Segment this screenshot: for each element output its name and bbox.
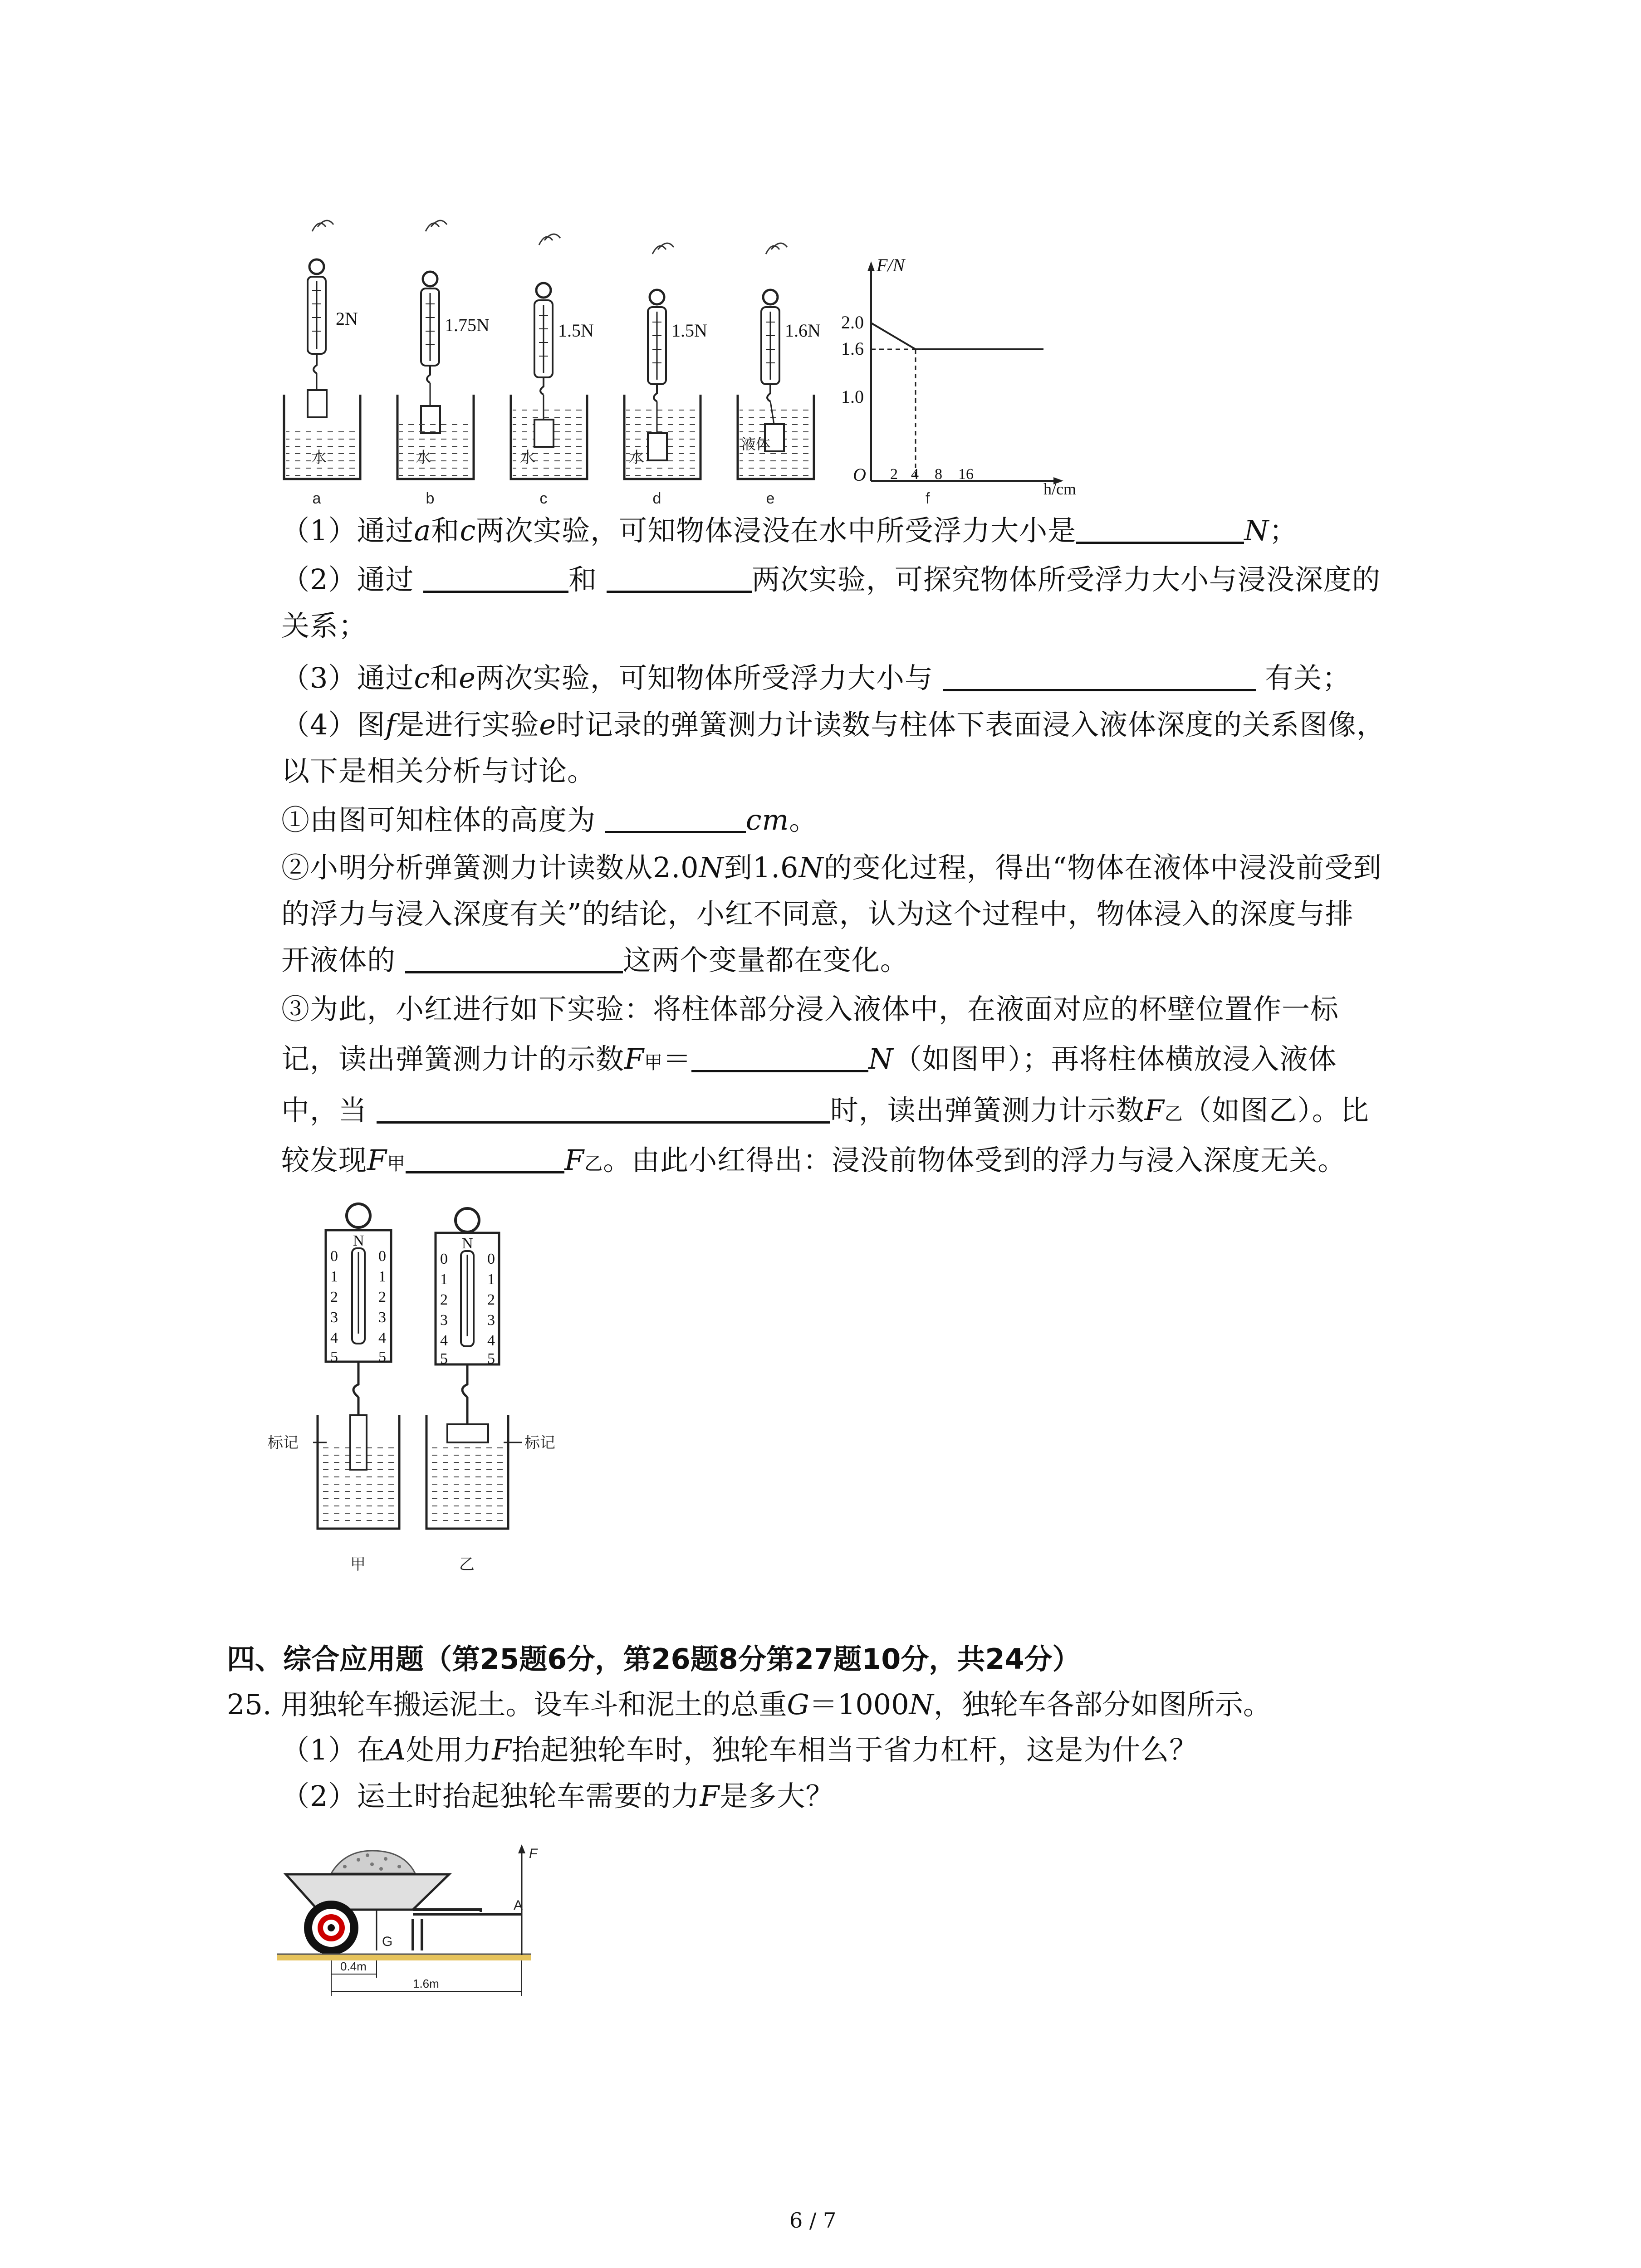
q4-line-2: 以下是相关分析与讨论。 xyxy=(281,754,596,787)
s3-answer-blank-1[interactable] xyxy=(691,1042,868,1072)
spring-scale-a xyxy=(284,220,360,507)
reading-e: 1.6N xyxy=(785,320,821,341)
svg-text:0: 0 xyxy=(487,1251,495,1267)
q25-part2: （2）运土时抬起独轮车需要的力F是多大？ xyxy=(281,1779,834,1813)
q2-answer-blank-2[interactable] xyxy=(607,562,752,593)
reading-c: 1.5N xyxy=(558,320,594,341)
graph-xtick-16: 16 xyxy=(958,466,974,483)
svg-text:5: 5 xyxy=(378,1349,386,1365)
label-F: F xyxy=(529,1846,538,1861)
svg-text:1: 1 xyxy=(330,1268,338,1285)
label-A: A xyxy=(514,1898,523,1913)
s1-line: ①由图可知柱体的高度为 cm。 xyxy=(281,803,818,836)
svg-text:N: N xyxy=(353,1232,364,1249)
liquid-b: 水 xyxy=(416,449,431,466)
caption-d: d xyxy=(652,490,661,507)
s3-line-3: 中，当 时，读出弹簧测力计示数F乙（如图乙）。比 xyxy=(281,1094,1369,1127)
spring-scale-c xyxy=(511,234,594,507)
label-d2: 1.6m xyxy=(413,1977,439,1990)
spring-scale-d xyxy=(624,243,707,507)
graph-xtick-4: 4 xyxy=(911,466,919,483)
s3-line-1: ③为此，小红进行如下实验：将柱体部分浸入液体中，在液面对应的杯壁位置作一标 xyxy=(281,992,1339,1026)
spring-scale-e xyxy=(738,243,821,507)
s3-line-2: 记，读出弹簧测力计的示数F甲＝ N（如图甲）；再将柱体横放浸入液体 xyxy=(281,1042,1337,1075)
s2-line-2: 的浮力与浸入深度有关”的结论，小红不同意，认为这个过程中，物体浸入的深度与排 xyxy=(281,897,1354,930)
svg-text:5: 5 xyxy=(487,1350,495,1367)
q1-answer-blank[interactable] xyxy=(1076,513,1244,544)
q2-answer-blank-1[interactable] xyxy=(423,562,568,593)
s3-answer-blank-2[interactable] xyxy=(377,1093,830,1124)
q3-answer-blank[interactable] xyxy=(943,661,1256,691)
label-yi: 乙 xyxy=(459,1556,475,1573)
q3-line: （3）通过c和e两次实验，可知物体所受浮力大小与 有关； xyxy=(281,661,1351,694)
svg-text:4: 4 xyxy=(378,1330,386,1346)
svg-text:3: 3 xyxy=(440,1312,448,1329)
q2-line-2: 关系； xyxy=(281,609,367,642)
q1-line: （1）通过a和c两次实验，可知物体浸没在水中所受浮力大小是 N； xyxy=(281,514,1298,547)
s3-line-4: 较发现F甲 F乙。由此小红得出：浸没前物体受到的浮力与浸入深度无关。 xyxy=(281,1144,1347,1177)
svg-text:1: 1 xyxy=(487,1271,495,1288)
q25-line: 25. 用独轮车搬运泥土。设车斗和泥土的总重G＝1000N，独轮车各部分如图所示。 xyxy=(227,1688,1271,1721)
s2-line-1: ②小明分析弹簧测力计读数从2.0N到1.6N的变化过程，得出“物体在液体中浸没前受到 xyxy=(281,851,1382,884)
figure-spring-scales xyxy=(272,218,1157,517)
svg-text:2: 2 xyxy=(487,1291,495,1308)
mark-label-jia: 标记 xyxy=(268,1434,299,1452)
figure-wheelbarrow xyxy=(277,1842,558,2009)
svg-text:2: 2 xyxy=(378,1289,386,1305)
svg-text:1: 1 xyxy=(440,1271,448,1288)
section-heading: 四、综合应用题（第25题6分，第26题8分第27题10分，共24分） xyxy=(227,1642,1081,1676)
graph-ylabel: F/N xyxy=(877,255,905,275)
liquid-e: 液体 xyxy=(741,436,771,452)
graph-xlabel: h/cm xyxy=(1043,480,1076,498)
graph-origin: O xyxy=(853,464,866,485)
graph-caption: f xyxy=(926,490,930,507)
caption-e: e xyxy=(766,490,775,507)
label-jia: 甲 xyxy=(350,1556,366,1573)
mark-label-yi: 标记 xyxy=(524,1434,555,1452)
svg-text:0: 0 xyxy=(330,1248,338,1265)
liquid-a: 水 xyxy=(311,449,327,466)
svg-text:5: 5 xyxy=(330,1349,338,1365)
svg-text:0: 0 xyxy=(440,1251,448,1267)
svg-text:3: 3 xyxy=(330,1309,338,1326)
s2-answer-blank[interactable] xyxy=(405,943,623,973)
graph-xtick-2: 2 xyxy=(890,466,898,483)
svg-text:3: 3 xyxy=(378,1309,386,1326)
svg-text:N: N xyxy=(462,1235,473,1252)
reading-b: 1.75N xyxy=(445,315,490,335)
s1-answer-blank[interactable] xyxy=(605,803,746,833)
graph-ytick-1: 1.0 xyxy=(841,386,864,407)
graph-f xyxy=(841,255,1076,507)
liquid-c: 水 xyxy=(520,449,535,466)
svg-text:1: 1 xyxy=(378,1268,386,1285)
svg-text:0: 0 xyxy=(378,1248,386,1265)
caption-b: b xyxy=(426,490,435,507)
figure-jia-yi xyxy=(268,1198,585,1597)
svg-text:4: 4 xyxy=(440,1332,448,1349)
svg-text:5: 5 xyxy=(440,1350,448,1367)
svg-text:4: 4 xyxy=(487,1332,495,1349)
svg-text:2: 2 xyxy=(440,1291,448,1308)
reading-a: 2N xyxy=(336,308,358,329)
spring-scale-b xyxy=(397,220,490,507)
q4-line-1: （4）图f是进行实验e时记录的弹簧测力计读数与柱体下表面浸入液体深度的关系图像， xyxy=(281,708,1386,741)
graph-xtick-8: 8 xyxy=(935,466,942,483)
scale-yi xyxy=(426,1208,555,1573)
reading-d: 1.5N xyxy=(671,320,707,341)
label-G: G xyxy=(382,1934,393,1949)
svg-text:3: 3 xyxy=(487,1312,495,1329)
label-d1: 0.4m xyxy=(340,1960,367,1973)
svg-text:2: 2 xyxy=(330,1289,338,1305)
s2-line-3: 开液体的 这两个变量都在变化。 xyxy=(281,943,909,977)
page-number: 6 / 7 xyxy=(789,2208,837,2233)
s3-answer-blank-3[interactable] xyxy=(406,1143,564,1173)
q2-line-1: （2）通过 和 两次实验，可探究物体所受浮力大小与浸没深度的 xyxy=(281,563,1381,596)
liquid-d: 水 xyxy=(629,449,644,466)
caption-a: a xyxy=(312,490,321,507)
caption-c: c xyxy=(539,490,548,507)
svg-text:4: 4 xyxy=(330,1330,338,1346)
graph-ytick-2: 2.0 xyxy=(841,312,864,332)
graph-ytick-1-6: 1.6 xyxy=(841,338,864,359)
q25-part1: （1）在A处用力F抬起独轮车时，独轮车相当于省力杠杆，这是为什么？ xyxy=(281,1733,1198,1766)
scale-jia xyxy=(268,1204,399,1573)
